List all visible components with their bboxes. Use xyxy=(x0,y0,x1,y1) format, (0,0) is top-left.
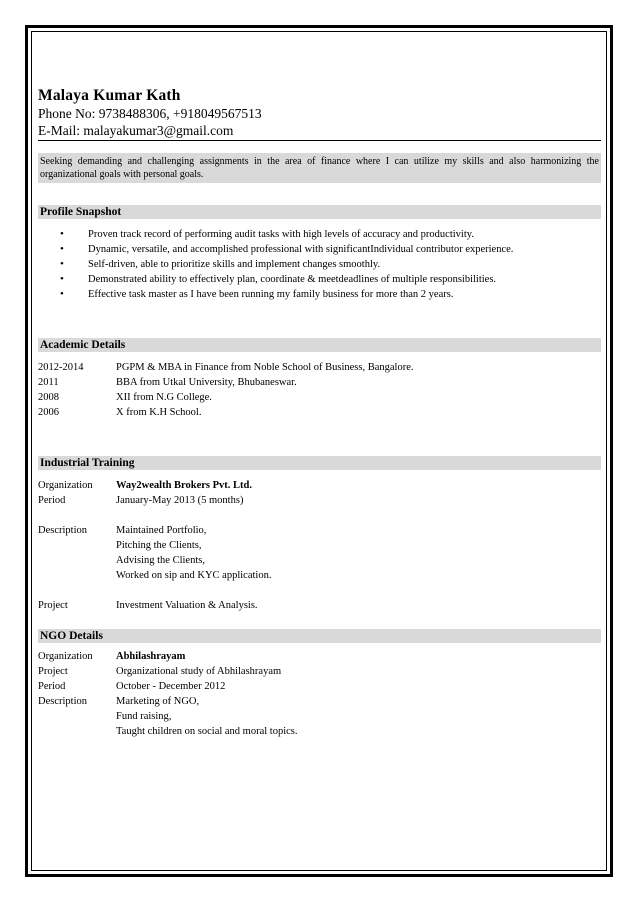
training-project-label: Project xyxy=(38,600,68,611)
resume-content xyxy=(38,86,601,739)
ngo-description-row xyxy=(38,694,601,739)
training-period: January-May 2013 (5 months) xyxy=(116,495,244,506)
header-rule xyxy=(38,140,601,141)
ngo-period: October - December 2012 xyxy=(116,681,226,692)
profile-item: • Dynamic, versatile, and accomplished professional with significantIndividual contributor experience. xyxy=(38,242,601,257)
training-description-row xyxy=(38,523,601,583)
ngo-organization-row xyxy=(38,649,601,664)
academic-detail: PGPM & MBA in Finance from Noble School of Business, Bangalore. xyxy=(116,362,414,373)
ngo-description-line: Marketing of NGO, xyxy=(116,696,200,707)
candidate-name: Malaya Kumar Kath xyxy=(38,87,181,104)
profile-list xyxy=(38,227,601,302)
ngo-period-row xyxy=(38,679,601,694)
training-period-label: Period xyxy=(38,495,66,506)
ngo-project-label: Project xyxy=(38,666,68,677)
ngo-description-line: Taught children on social and moral topics. xyxy=(116,726,298,737)
ngo-project-row xyxy=(38,664,601,679)
training-organization: Way2wealth Brokers Pvt. Ltd. xyxy=(116,480,253,491)
training-description-line: Advising the Clients, xyxy=(116,555,205,566)
section-academic-heading: Academic Details xyxy=(38,338,601,352)
academic-year: 2006 xyxy=(38,407,59,418)
training-organization-label: Organization xyxy=(38,480,93,491)
phone-line: Phone No: 9738488306, +918049567513 xyxy=(38,106,262,121)
profile-item: • Self-driven, able to prioritize skills and implement changes smoothly. xyxy=(38,257,601,272)
training-description-line: Maintained Portfolio, xyxy=(116,525,207,536)
profile-item: • Proven track record of performing audit tasks with high levels of accuracy and productivity. xyxy=(38,227,601,242)
academic-detail: BBA from Utkal University, Bhubaneswar. xyxy=(116,377,297,388)
ngo-organization: Abhilashrayam xyxy=(116,651,186,662)
academic-year: 2011 xyxy=(38,377,59,388)
email-line: E-Mail: malayakumar3@gmail.com xyxy=(38,123,234,138)
academic-detail: X from K.H School. xyxy=(116,407,202,418)
section-training-heading: Industrial Training xyxy=(38,456,601,470)
academic-detail: XII from N.G College. xyxy=(116,392,212,403)
ngo-description-line: Fund raising, xyxy=(116,711,172,722)
training-project-row xyxy=(38,598,601,613)
ngo-description-label: Description xyxy=(38,696,87,707)
section-ngo-heading: NGO Details xyxy=(38,629,601,643)
ngo-organization-label: Organization xyxy=(38,651,93,662)
academic-year: 2012-2014 xyxy=(38,362,84,373)
training-description-line: Pitching the Clients, xyxy=(116,540,202,551)
ngo-period-label: Period xyxy=(38,681,66,692)
career-objective: Seeking demanding and challenging assignments in the area of finance where I can utilize my skills and also harmonizing the organizational goals with personal goals. xyxy=(38,153,601,183)
profile-item: • Demonstrated ability to effectively plan, coordinate & meetdeadlines of multiple responsibilities. xyxy=(38,272,601,287)
academic-table xyxy=(38,360,601,420)
training-project: Investment Valuation & Analysis. xyxy=(116,600,258,611)
training-description-label: Description xyxy=(38,525,87,536)
academic-year: 2008 xyxy=(38,392,59,403)
profile-item: • Effective task master as I have been running my family business for more than 2 years. xyxy=(38,287,601,302)
academic-row xyxy=(38,405,601,420)
academic-row xyxy=(38,375,601,390)
training-description-line: Worked on sip and KYC application. xyxy=(116,570,272,581)
section-profile-heading: Profile Snapshot xyxy=(38,205,601,219)
academic-row xyxy=(38,390,601,405)
ngo-project: Organizational study of Abhilashrayam xyxy=(116,666,282,677)
training-organization-row xyxy=(38,478,601,493)
training-period-row xyxy=(38,493,601,508)
academic-row xyxy=(38,360,601,375)
